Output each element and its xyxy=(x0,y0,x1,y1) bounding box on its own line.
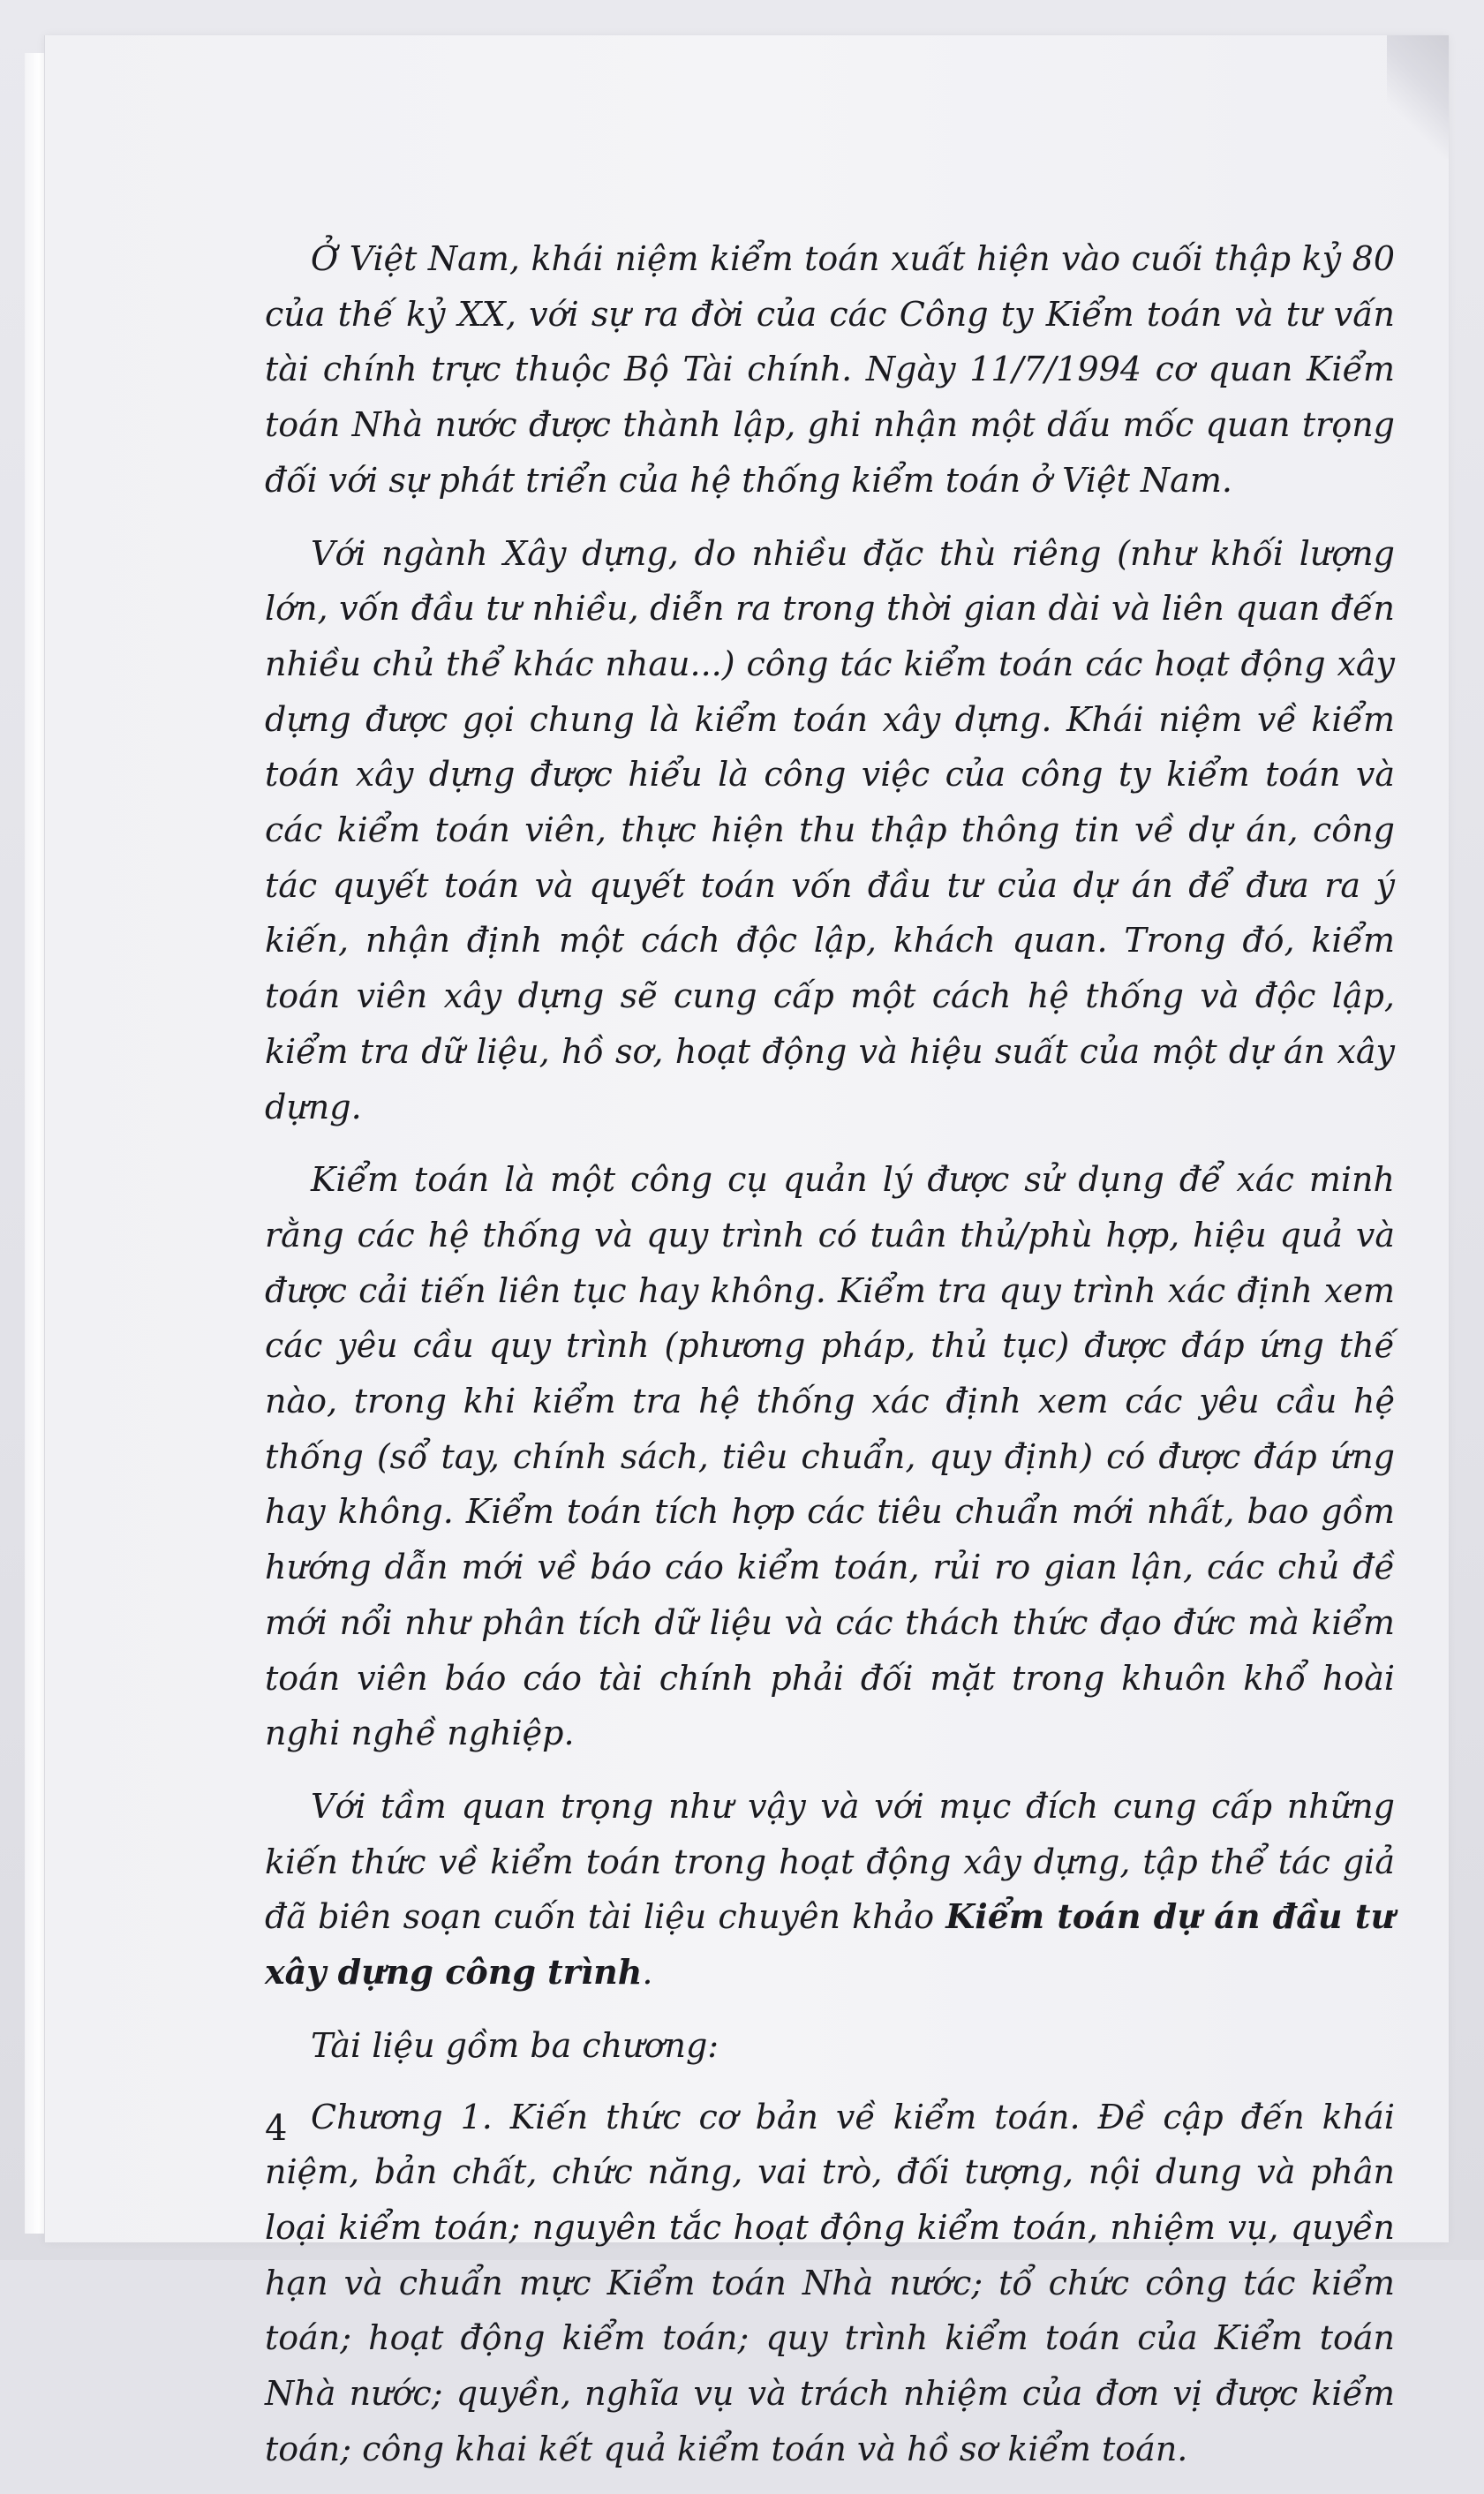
paragraph-contents-intro: Tài liệu gồm ba chương: xyxy=(311,2025,719,2065)
purpose-text: Với tầm quan trọng như vậy và với mục đích cung cấp những kiến thức về kiểm toán trong hoạt động xây dựng, tập thể tác giả đã biên soạn cuốn tài liệu chuyên khảo xyxy=(265,1786,1395,1937)
paragraph-construction-audit: Với ngành Xây dựng, do nhiều đặc thù riêng (như khối lượng lớn, vốn đầu tư nhiều, diễn ra trong thời gian dài và liên quan đến nhiều chủ thể khác nhau...) công tác kiểm toán các hoạt động xây dựng được gọi chung là kiểm toán xây dựng. Khái niệm về kiểm toán xây dựng được hiểu là công việc của công ty kiểm toán và các kiểm toán viên, thực hiện thu thập thông tin về dự án, công tác quyết toán và quyết toán vốn đầu tư của dự án để đưa ra ý kiến, nhận định một cách độc lập, khách quan. Trong đó, kiểm toán viên xây dựng sẽ cung cấp một cách hệ thống và độc lập, kiểm tra dữ liệu, hồ sơ, hoạt động và hiệu suất của một dự án xây dựng. xyxy=(265,533,1395,1126)
page-corner-shadow xyxy=(1387,35,1449,159)
paragraph-history: Ở Việt Nam, khái niệm kiểm toán xuất hiện vào cuối thập kỷ 80 của thế kỷ XX, với sự ra đời của các Công ty Kiểm toán và tư vấn tài chính trực thuộc Bộ Tài chính. Ngày 11/7/1994 cơ quan Kiểm toán Nhà nước được thành lập, ghi nhận một dấu mốc quan trọng đối với sự phát triển của hệ thống kiểm toán ở Việt Nam. xyxy=(265,239,1395,500)
purpose-end: . xyxy=(642,1953,653,1993)
paragraph-audit-tool: Kiểm toán là một công cụ quản lý được sử dụng để xác minh rằng các hệ thống và quy trình có tuân thủ/phù hợp, hiệu quả và được cải tiến liên tục hay không. Kiểm tra quy trình xác định xem các yêu cầu quy trình (phương pháp, thủ tục) được đáp ứng thế nào, trong khi kiểm tra hệ thống xác định xem các yêu cầu hệ thống (sổ tay, chính sách, tiêu chuẩn, quy định) có được đáp ứng hay không. Kiểm toán tích hợp các tiêu chuẩn mới nhất, bao gồm hướng dẫn mới về báo cáo kiểm toán, rủi ro gian lận, các chủ đề mới nổi như phân tích dữ liệu và các thách thức đạo đức mà kiểm toán viên báo cáo tài chính phải đối mặt trong khuôn khổ hoài nghi nghề nghiệp. xyxy=(265,1160,1395,1753)
book-title: Kiểm toán dự án đầu tư xây dựng công trình xyxy=(265,1896,1395,1993)
page-number: 4 xyxy=(265,2108,288,2149)
paragraph-purpose xyxy=(265,1779,1395,2000)
paragraph-chapter-1: Chương 1. Kiến thức cơ bản về kiểm toán. Đề cập đến khái niệm, bản chất, chức năng, vai trò, đối tượng, nội dung và phân loại kiểm toán; nguyên tắc hoạt động kiểm toán, nhiệm vụ, quyền hạn và chuẩn mực Kiểm toán Nhà nước; tổ chức công tác kiểm toán; hoạt động kiểm toán; quy trình kiểm toán của Kiểm toán Nhà nước; quyền, nghĩa vụ và trách nhiệm của đơn vị được kiểm toán; công khai kết quả kiểm toán và hồ sơ kiểm toán. xyxy=(265,2097,1395,2468)
body-text xyxy=(265,231,1395,2494)
